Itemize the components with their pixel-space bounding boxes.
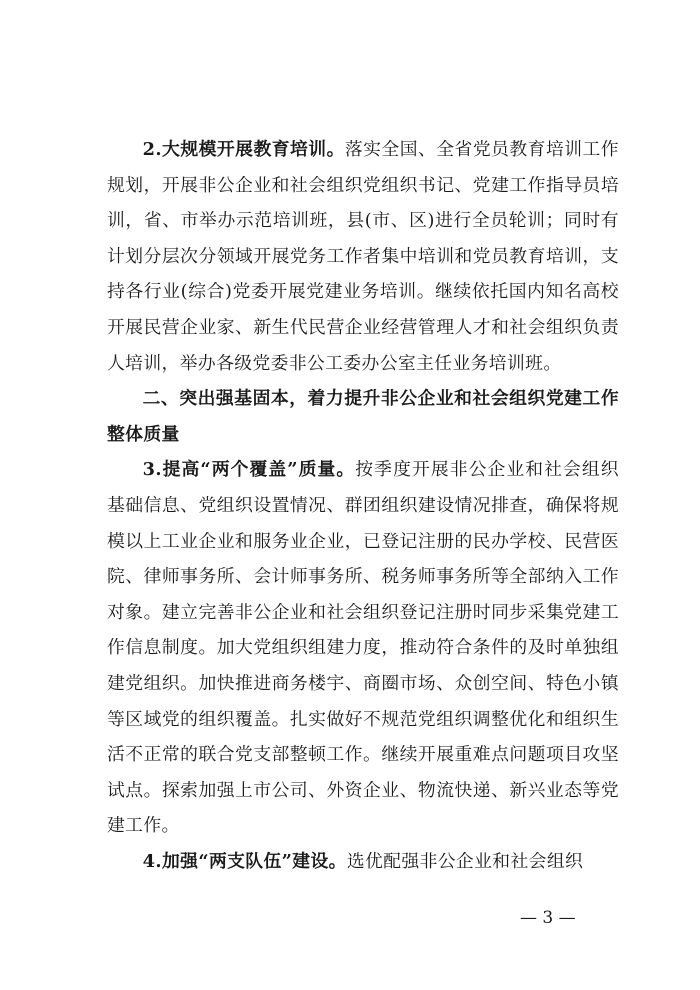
document-body <box>107 132 619 879</box>
paragraph-3-lead: 3.提高“两个覆盖”质量。 <box>142 459 356 481</box>
paragraph-4-text: 选优配强非公企业和社会组织 <box>346 850 584 872</box>
paragraph-3-text: 按季度开展非公企业和社会组织基础信息、党组织设置情况、群团组织建设情况排查，确保将规模以上工业企业和服务业企业，已登记注册的民办学校、民营医院、律师事务所、会计师事务所、税务师事务所等全部纳入工作对象。建立完善非公企业和社会组织登记注册时同步采集党建工作信息制度。加大党组织组建力度，推动符合条件的及时单独组建党组织。加快推进商务楼宇、商圈市场、众创空间、特色小镇等区域党的组织覆盖。扎实做好不规范党组织调整优化和组织生活不正常的联合党支部整顿工作。继续开展重难点问题项目攻坚试点。探索加强上市公司、外资企业、物流快递、新兴业态等党建工作。 <box>107 459 619 837</box>
paragraph-2-lead: 2.大规模开展教育培训。 <box>142 139 345 160</box>
paragraph-3 <box>107 452 619 844</box>
page-number: — 3 — <box>520 908 576 928</box>
section-heading: 二、突出强基固本，着力提升非公企业和社会组织党建工作整体质量 <box>107 388 619 445</box>
paragraph-4-lead: 4.加强“两支队伍”建设。 <box>142 850 347 872</box>
paragraph-4 <box>107 844 619 880</box>
paragraph-2 <box>107 132 619 381</box>
paragraph-2-text: 落实全国、全省党员教育培训工作规划，开展非公企业和社会组织党组织书记、党建工作指导员培训，省、市举办示范培训班，县(市、区)进行全员轮训；同时有计划分层次分领域开展党务工作者集中培训和党员教育培训，支持各行业(综合)党委开展党建业务培训。继续依托国内知名高校开展民营企业家、新生代民营企业经营管理人才和社会组织负责人培训，举办各级党委非公工委办公室主任业务培训班。 <box>107 139 619 374</box>
